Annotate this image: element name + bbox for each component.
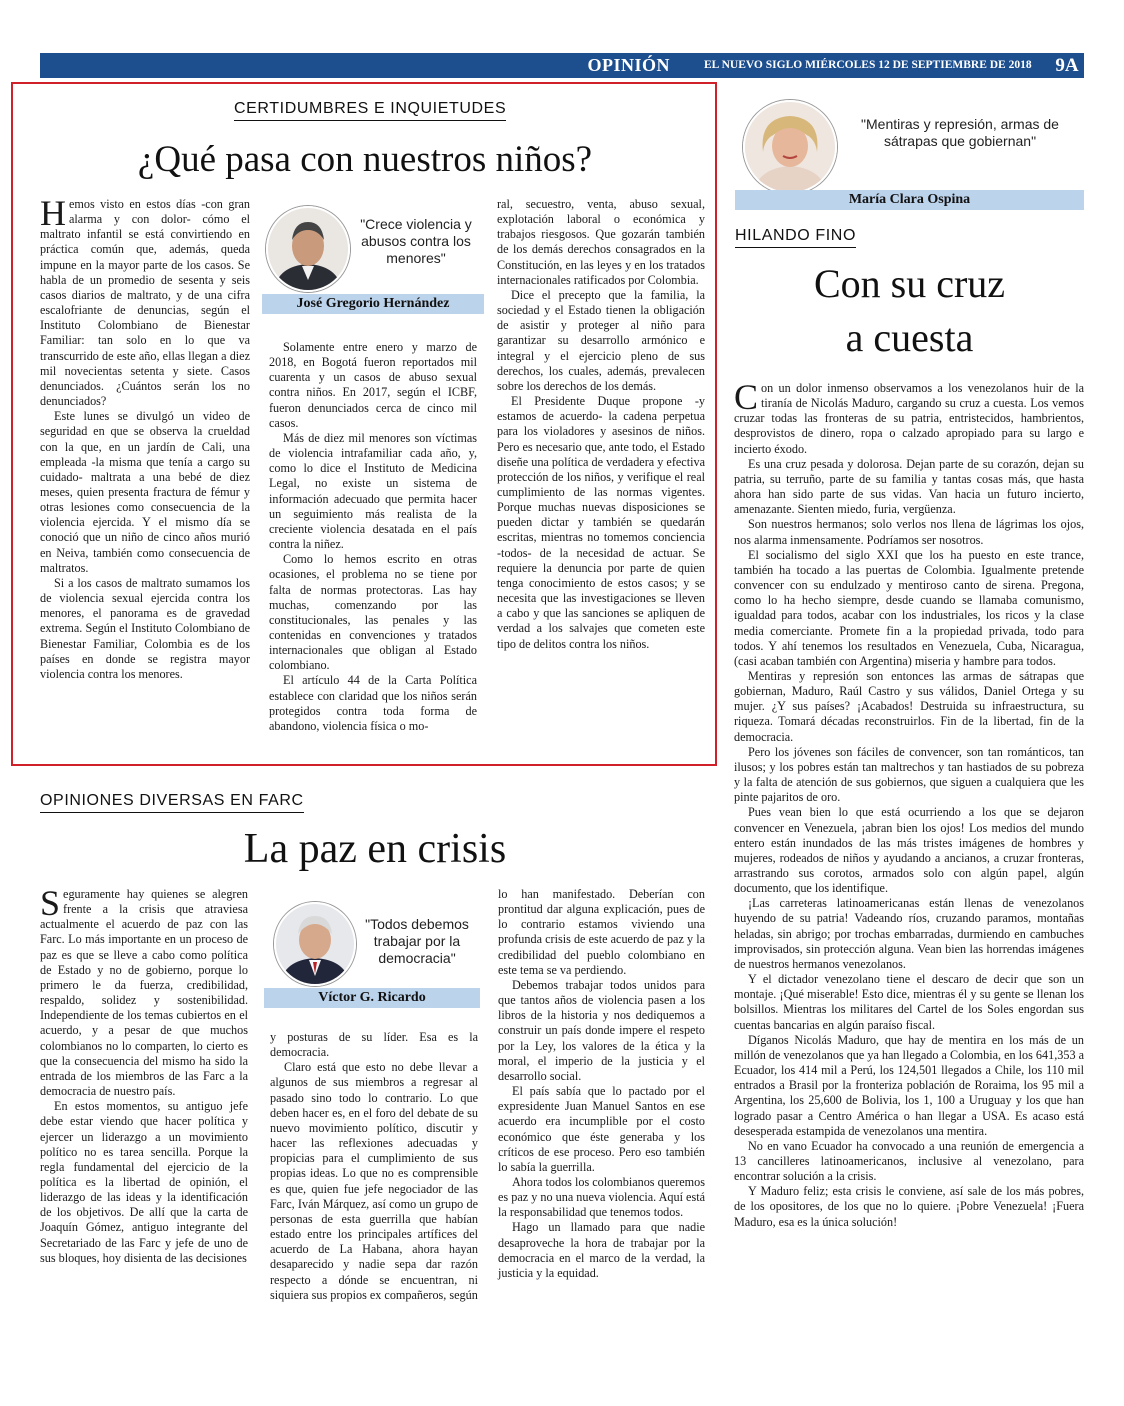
- author-portrait-icon: [745, 102, 835, 192]
- article-paragraph: Más de diez mil menores son víctimas de violencia intrafamiliar cada año, y, como lo dice el Instituto de Medicina Legal, no existe un sistema de información adecuado que permita hacer un seguimiento más realista de la creciente violencia desatada en el país contra la niñez.: [269, 430, 477, 552]
- author-portrait-icon: [268, 208, 348, 290]
- article3-author: María Clara Ospina: [735, 190, 1084, 210]
- article-paragraph: ¡Las carreteras latinoamericanas están llenas de venezolanos huyendo de su patria! Vadeando ríos, cruzando paramos, montañas heladas, sin abrigo; por trochas embarradas, durmiendo en cambuches improvisados, sin protección alguna. Vean bien las horrendas imágenes de nuestros hermanos venezolanos.: [734, 896, 1084, 971]
- author-photo: [274, 902, 356, 986]
- paper-date-line: EL NUEVO SIGLO MIÉRCOLES 12 DE SEPTIEMBRE DE 2018: [704, 59, 1032, 71]
- article3-body: [734, 377, 1084, 1381]
- article1-kicker: CERTIDUMBRES E INQUIETUDES: [234, 99, 506, 121]
- article-paragraph: No en vano Ecuador ha convocado a una reunión de emergencia a 13 cancilleres latinoamericanos, inclusive al venezolano, para encontrar solución a la crisis.: [734, 1138, 1084, 1184]
- article1-quote: "Crece violencia y abusos contra los menores": [360, 216, 472, 266]
- article1-column-1: [40, 193, 250, 757]
- author-photo: [743, 100, 837, 194]
- article-paragraph: Este lunes se divulgó un video de seguridad en que se observa la crueldad con la que, en un jardín de Cali, una empleada -la misma que tenía a cargo su cuidado- maltrata a una bebé de diez meses, quien presenta fractura de fémur y otras lesiones como consecuencia de la violencia ejercida. Y el mismo día se conoció que un niño de cinco años murió en Neiva, también como consecuencia de maltratos.: [40, 409, 250, 575]
- article-paragraph: Es una cruz pesada y dolorosa. Dejan parte de su corazón, dejan su patria, su terruño, parte de su familia y tantas cosas más, que hasta ahora han sido parte de sus vidas. Van hacia un futuro incierto, amenazante. Sienten miedo, furia, vergüenza.: [734, 456, 1084, 517]
- article2-column-1: [40, 883, 248, 1357]
- article-paragraph: Pues vean bien lo que está ocurriendo a los que se dejaron convencer en Venezuela, ¡abran bien los ojos! Los medios del mundo entero están inundados de las más tristes imágenes de hombres y mujeres, rodeados de niños y ayudando a ancianos, a cruzar fronteras, arrastrando sus corotos, armados solo con algún papel, algún documento, que los identifique.: [734, 805, 1084, 896]
- article3-title-line-2: a cuesta: [845, 315, 974, 360]
- drop-cap: S: [40, 883, 61, 923]
- article1-column-3: [497, 197, 705, 757]
- article-paragraph: Claro está que esto no debe llevar a algunos de sus miembros a regresar al pasado sino todo lo contrario. Lo que deben hacer es, en el foro del debate de su nuevo movimiento político, discutir y hacer las reflexiones adecuadas y propicias para el cumplimiento de sus propias ideas. Lo que no es comprensible es que, quien fue jefe negociador de las Farc, Iván Márquez, así como un grupo de personas de esta guerrilla que habían estado entre los principales artífices del acuerdo de La Habana, ahora hayan desaparecido y nadie sepa dar razón respecto a dónde se encuentran, ni siquiera sus propios ex compañeros, según: [270, 1060, 478, 1302]
- article2-quote-box: [264, 896, 480, 1014]
- article2-kicker: OPINIONES DIVERSAS EN FARC: [40, 791, 304, 813]
- article-paragraph: Díganos Nicolás Maduro, que hay de mentira en los más de un millón de venezolanos que ya han llegado a Colombia, en los 641,353 a Ecuador, los 414 mil a Perú, los 124,501 llegados a Chile, los 110 mil entrados a Brasil por la fronteriza población de Roraima, los 95 mil a Argentina, los 25,600 de Bolivia, los 1, 100 a Uruguay y los que han logrado pasar a Centro América o han llegar a USA. Es acaso está desesperada estampida de venezolanos una mentira.: [734, 1032, 1084, 1138]
- article-paragraph: Son nuestros hermanos; solo verlos nos llena de lágrimas los ojos, nos alarma inmensamente. Podríamos ser nosotros.: [734, 517, 1084, 547]
- article-paragraph: Mentiras y represión son entonces las armas de sátrapas que gobiernan, Maduro, Raúl Castro y sus válidos, Daniel Ortega y su mujer. ¿Y sus países? ¡Acabados! Destruida su infraestructura, su riqueza. Tomará décadas reconstruirlos. Fin de la libertad, fin de la democracia.: [734, 668, 1084, 744]
- article1-title: ¿Qué pasa con nuestros niños?: [137, 139, 593, 180]
- article-paragraph: En estos momentos, su antiguo jefe debe estar viendo que hacer política y ejercer un liderazgo a un movimiento político no es tarea sencilla. Porque la regla fundamental del ejercicio de la política es la libertad de opinión, el liderazgo de las ideas y la identificación de los objetivos. De allí que la carta de Joaquín Gómez, antiguo integrante del Secretariado de las Farc y jefe de uno de sus bloques, hoy disienta de las decisiones: [40, 1099, 248, 1265]
- author-photo: [266, 206, 350, 292]
- article-paragraph: Ahora todos los colombianos queremos es paz y no una nueva violencia. Aquí está la responsabilidad que tenemos todos.: [498, 1174, 705, 1220]
- article-paragraph: Pero los jóvenes son fáciles de convencer, son tan románticos, tan ilusos; y los pobres están tan maltrechos y tan hastiados de su pobreza y la falta de atención de sus gobiernos, que siguen a cualquiera que les pinte pajaritos de oro.: [734, 744, 1084, 805]
- article-paragraph: lo han manifestado. Deberían con prontitud dar alguna explicación, pues de lo contrario estamos viviendo una profunda crisis de este acuerdo de paz y la credibilidad del pueblo colombiano en este tema se va perdiendo.: [498, 887, 705, 977]
- author-portrait-icon: [276, 904, 354, 984]
- article2-author: Víctor G. Ricardo: [264, 988, 480, 1008]
- article2-title: La paz en crisis: [243, 826, 507, 872]
- article-paragraph: Y Maduro feliz; esta crisis le conviene, así sale de los más pobres, de los opositores, de los que no lo quiere. ¡Pobre Venezuela! ¡Fuera Maduro, esa es la única solución!: [734, 1184, 1084, 1229]
- article3-title-line-1: Con su cruz: [813, 261, 1006, 306]
- article1-quote-box: [262, 200, 484, 320]
- article2-column-3: [498, 887, 705, 1357]
- article-paragraph: Con un dolor inmenso observamos a los venezolanos huir de la tiranía de Nicolás Maduro, cargando su cruz a cuesta. Los vemos cruzar todas las fronteras de su patria, entristecidos, hambrientos, desprovistos de dinero, ropa o calzado apropiado para su largo e incierto éxodo.: [734, 377, 1084, 456]
- article-paragraph: Seguramente hay quienes se alegren frente a la crisis que atraviesa actualmente el acuerdo de paz con las Farc. Lo más importante en un proceso de paz es que se lleve a cabo como política de Estado y no de gobierno, porque lo primero le da fuerza, credibilidad, respaldo, solidez y sostenibilidad. Independiente de los temas cubiertos en el acuerdo, y a pesar de que muchos colombianos no lo comparten, lo cierto es que la consecuencia del mismo ha sido la entrada de los miembros de las Farc a la democracia de nuestro país.: [40, 883, 248, 1099]
- article-paragraph: Y el dictador venezolano tiene el descaro de decir que son un montaje. ¡Qué miserable! Esto dice, mientras él y su gente se llenan los bolsillos. Mientras los militares del Cartel de los Soles engordan sus cuentas bancarias en algún paraíso fiscal.: [734, 972, 1084, 1032]
- article1-author: José Gregorio Hernández: [262, 294, 484, 314]
- article3-quote: "Mentiras y represión, armas de sátrapas que gobiernan": [861, 116, 1059, 149]
- page-number: 9A: [1055, 55, 1079, 76]
- article-paragraph: Si a los casos de maltrato sumamos los de violencia sexual ejercida contra los menores, el panorama es de gravedad extrema. Según el Instituto Colombiano de Bienestar Familiar, Colombia es de los países en donde se registra mayor violencia contra los menores.: [40, 575, 250, 681]
- drop-cap: C: [734, 377, 759, 417]
- article-paragraph: El socialismo del siglo XXI que los ha puesto en este trance, también ha tocado a las puertas de Colombia. Igualmente pretende convencer con su endulzado y mentiroso canto de sirena. Pregona, como lo ha hecho siempre, desde cuando se llamaba comunismo, igualdad para todos, acabar con los industriales, los ricos y la clase media comerciante. Promete fin a la propiedad privada, todo para todos. Y ahí tenemos los resultados en Venezuela, Cuba, Nicaragua, (casi acaban también con Argentina) miseria y hambre para todos.: [734, 547, 1084, 668]
- article3-quote-box: [735, 96, 1084, 212]
- section-title: OPINIÓN: [587, 55, 670, 75]
- article3-kicker: HILANDO FINO: [735, 226, 856, 248]
- article-paragraph: El Presidente Duque propone -y estamos de acuerdo- la cadena perpetua para los violadores y asesinos de niños. Pero es necesario que, ante todo, el Estado diseñe una política de verdadera y efectiva protección de los niños, y verifique el real cumplimiento de las normas vigentes. Porque muchas nuevas disposiciones se pueden dictar y también se quedarán escritas, mientras no tomemos conciencia -todos- de la necesidad de actuar. Se requiere la denuncia por parte de quien tenga conocimiento de estos casos; y se necesita que las investigaciones se lleven a cabo y que las sanciones se apliquen de verdad a los salvajes que cometen este tipo de delitos contra los niños.: [497, 394, 705, 651]
- article-paragraph: Como lo hemos escrito en otras ocasiones, el problema no se tiene por falta de normas protectoras. Las hay muchas, comenzando por las constitucionales, las penales y las contenidas en convenciones y tratados internacionales que obligan al Estado colombiano.: [269, 552, 477, 673]
- article-paragraph: Solamente entre enero y marzo de 2018, en Bogotá fueron reportados mil cuarenta y un casos de abuso sexual contra niños. En 2017, según el ICBF, fueron denunciados cerca de cinco mil casos.: [269, 340, 477, 430]
- article-paragraph: Dice el precepto que la familia, la sociedad y el Estado tienen la obligación de asistir y proteger al niño para garantizar su desarrollo armónico e integral y el ejercicio pleno de sus derechos, los cuales, además, prevalecen sobre los derechos de los demás.: [497, 287, 705, 393]
- article-paragraph: Hago un llamado para que nadie desaproveche la hora de trabajar por la democracia en el marco de la verdad, la justicia y la equidad.: [498, 1220, 705, 1280]
- article-paragraph: Hemos visto en estos días -con gran alarma y con dolor- cómo el maltrato infantil se está convirtiendo en práctica común que, además, queda impune en la mayor parte de los casos. Se habla de un promedio de sesenta y seis casos diarios de maltrato, y de una cifra escalofriante de denuncias, según el Instituto Colombiano de Bienestar Familiar: tan solo en lo que va transcurrido de este año, ellas llegan a diez mil novecientas setenta y siete. Casos denunciados. ¿Cuántos serán los no denunciados?: [40, 193, 250, 409]
- article-paragraph: El país sabía que lo pactado por el expresidente Juan Manuel Santos en ese acuerdo era incumplible por el costo económico que éste generaba y los críticos de ese proceso. Pero eso también lo sabía la guerrilla.: [498, 1084, 705, 1174]
- article-paragraph: y posturas de su líder. Esa es la democracia.: [270, 1030, 478, 1060]
- article-paragraph: El artículo 44 de la Carta Política establece con claridad que los niños serán protegidos contra toda forma de abandono, violencia física o mo-: [269, 673, 477, 733]
- article2-column-2: [270, 1030, 478, 1360]
- article-paragraph: ral, secuestro, venta, abuso sexual, explotación laboral o económica y trabajos riesgosos. Que gozarán también de los demás derechos consagrados en la Constitución, en las leyes y en los tratados internacionales ratificados por Colombia.: [497, 197, 705, 287]
- drop-cap: H: [40, 193, 66, 233]
- article2-quote: "Todos debemos trabajar por la democracia": [365, 916, 469, 966]
- article-paragraph: Debemos trabajar todos unidos para que tantos años de violencia pasen a los libros de la historia y nos dediquemos a construir un país donde impere el respeto por la Ley, los valores de la ética y la moral, el imperio de la justicia y el desarrollo social.: [498, 977, 705, 1083]
- article1-column-2: [269, 340, 477, 760]
